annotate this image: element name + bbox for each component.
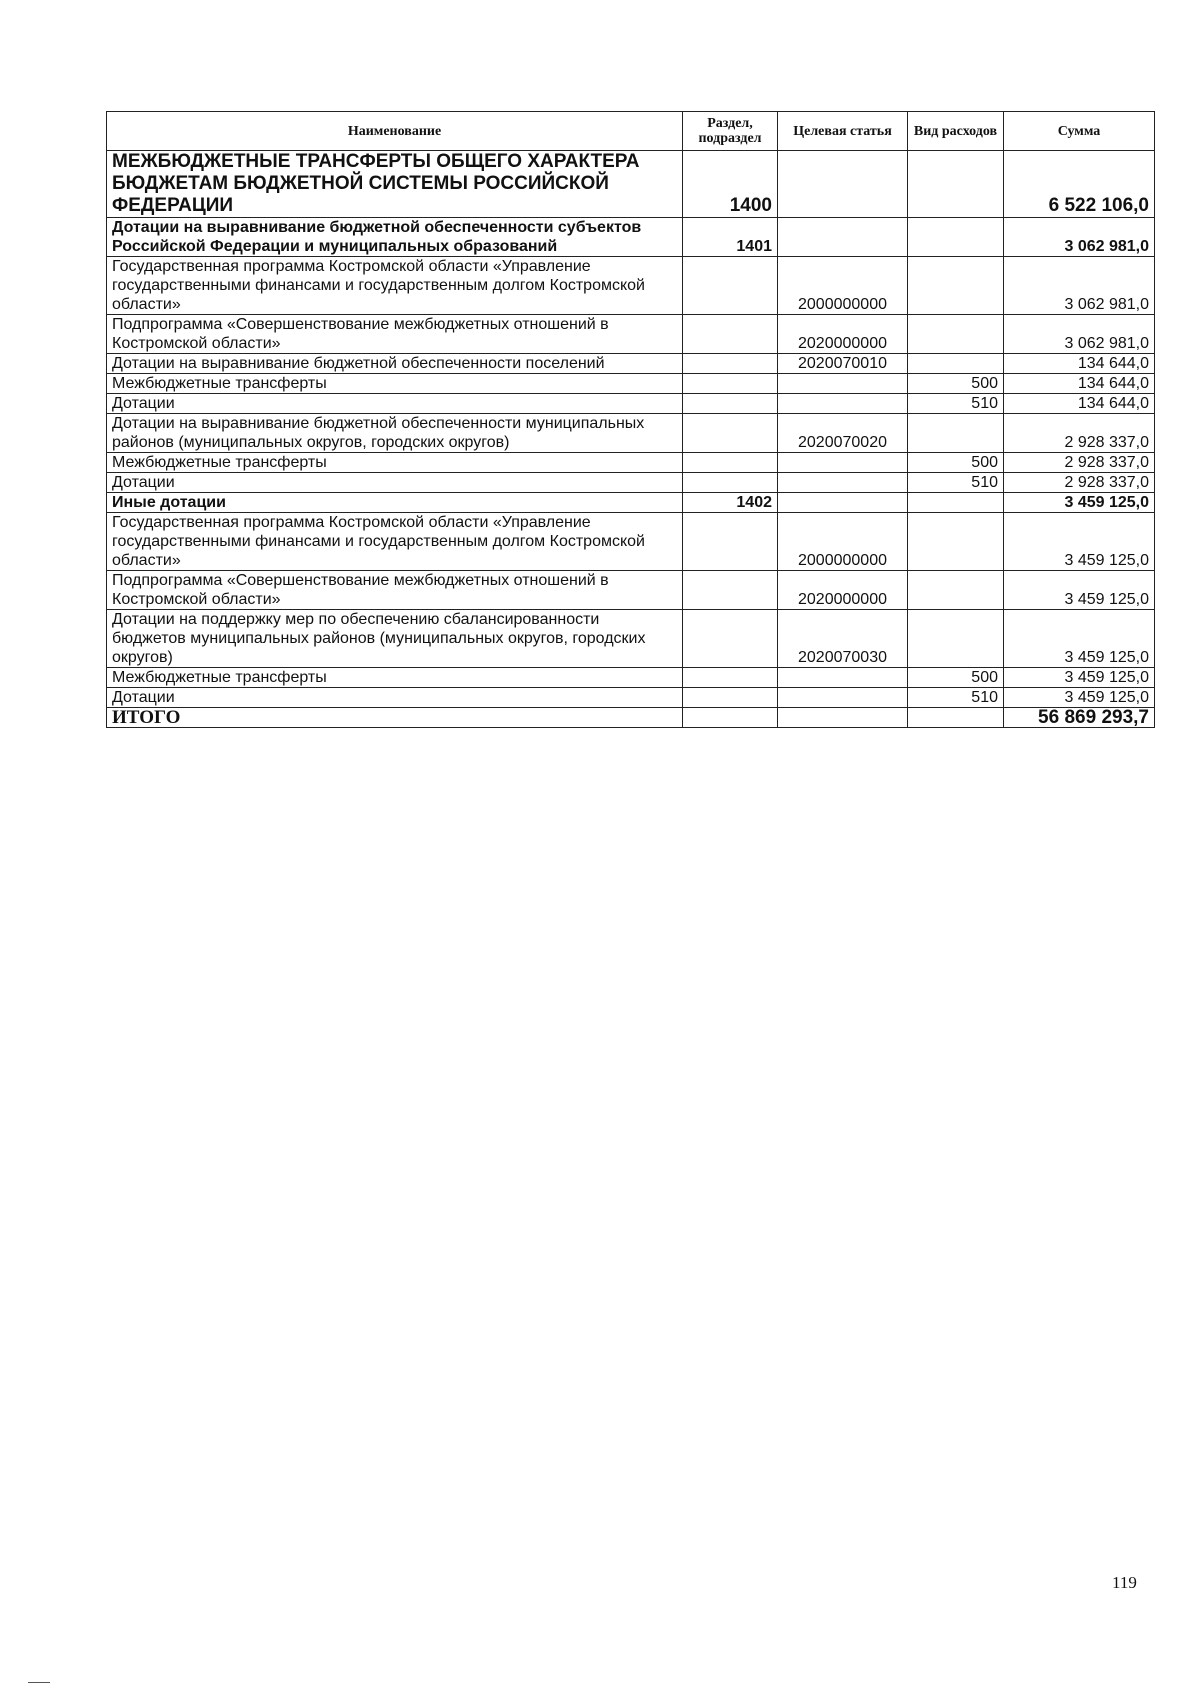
table-row bbox=[107, 218, 1155, 257]
table-row bbox=[107, 571, 1155, 610]
scan-mark-line bbox=[28, 1682, 50, 1683]
row-kind bbox=[908, 493, 1004, 513]
row-section bbox=[683, 374, 778, 394]
row-kind bbox=[908, 151, 1004, 218]
row-sum: 3 062 981,0 bbox=[1004, 315, 1155, 354]
row-sum: 2 928 337,0 bbox=[1004, 453, 1155, 473]
table-header bbox=[107, 112, 1155, 151]
header-target: Целевая статья bbox=[778, 112, 908, 151]
row-section bbox=[683, 394, 778, 414]
row-target: 2020070010 bbox=[778, 354, 908, 374]
row-name: Дотации bbox=[107, 688, 683, 708]
row-section bbox=[683, 354, 778, 374]
table-row bbox=[107, 688, 1155, 708]
row-kind bbox=[908, 571, 1004, 610]
table-row bbox=[107, 610, 1155, 668]
row-kind: 500 bbox=[908, 668, 1004, 688]
budget-table bbox=[106, 111, 1155, 728]
row-name: Дотации bbox=[107, 394, 683, 414]
table-row bbox=[107, 668, 1155, 688]
row-kind bbox=[908, 414, 1004, 453]
row-section: 1402 bbox=[683, 493, 778, 513]
row-section bbox=[683, 414, 778, 453]
table-body bbox=[107, 151, 1155, 708]
row-name: МЕЖБЮДЖЕТНЫЕ ТРАНСФЕРТЫ ОБЩЕГО ХАРАКТЕРА БЮДЖЕТАМ БЮДЖЕТНОЙ СИСТЕМЫ РОССИЙСКОЙ ФЕДЕРАЦИИ bbox=[107, 151, 683, 218]
row-target bbox=[778, 473, 908, 493]
row-name: Дотации bbox=[107, 473, 683, 493]
table-row bbox=[107, 493, 1155, 513]
row-target bbox=[778, 151, 908, 218]
row-kind bbox=[908, 257, 1004, 315]
row-sum: 3 459 125,0 bbox=[1004, 513, 1155, 571]
row-kind bbox=[908, 354, 1004, 374]
row-sum: 6 522 106,0 bbox=[1004, 151, 1155, 218]
row-sum: 134 644,0 bbox=[1004, 354, 1155, 374]
header-section: Раздел, подраздел bbox=[683, 112, 778, 151]
row-sum: 3 459 125,0 bbox=[1004, 610, 1155, 668]
total-target-cell bbox=[778, 708, 908, 728]
row-target: 2020000000 bbox=[778, 571, 908, 610]
row-kind bbox=[908, 218, 1004, 257]
row-name: Межбюджетные трансферты bbox=[107, 453, 683, 473]
row-section bbox=[683, 610, 778, 668]
row-name: Дотации на выравнивание бюджетной обеспеченности муниципальных районов (муниципальных округов, городских округов) bbox=[107, 414, 683, 453]
row-sum: 3 062 981,0 bbox=[1004, 218, 1155, 257]
header-sum: Сумма bbox=[1004, 112, 1155, 151]
table-row bbox=[107, 473, 1155, 493]
row-name: Подпрограмма «Совершенствование межбюджетных отношений в Костромской области» bbox=[107, 571, 683, 610]
row-kind: 510 bbox=[908, 688, 1004, 708]
table-row bbox=[107, 394, 1155, 414]
row-name: Иные дотации bbox=[107, 493, 683, 513]
row-target: 2020000000 bbox=[778, 315, 908, 354]
row-target: 2020070020 bbox=[778, 414, 908, 453]
row-kind: 510 bbox=[908, 473, 1004, 493]
table-row bbox=[107, 257, 1155, 315]
row-section bbox=[683, 688, 778, 708]
row-kind bbox=[908, 610, 1004, 668]
row-sum: 134 644,0 bbox=[1004, 394, 1155, 414]
table-row bbox=[107, 354, 1155, 374]
row-target: 2020070030 bbox=[778, 610, 908, 668]
table-row bbox=[107, 315, 1155, 354]
row-name: Межбюджетные трансферты bbox=[107, 668, 683, 688]
row-name: Дотации на выравнивание бюджетной обеспеченности субъектов Российской Федерации и муниципальных образований bbox=[107, 218, 683, 257]
header-name: Наименование bbox=[107, 112, 683, 151]
row-target: 2000000000 bbox=[778, 513, 908, 571]
total-row bbox=[107, 708, 1155, 728]
row-sum: 2 928 337,0 bbox=[1004, 414, 1155, 453]
row-kind: 500 bbox=[908, 453, 1004, 473]
row-name: Дотации на выравнивание бюджетной обеспеченности поселений bbox=[107, 354, 683, 374]
table-row bbox=[107, 414, 1155, 453]
row-target bbox=[778, 394, 908, 414]
page-number: 119 bbox=[1112, 1573, 1137, 1592]
total-kind-cell bbox=[908, 708, 1004, 728]
row-section bbox=[683, 571, 778, 610]
row-target: 2000000000 bbox=[778, 257, 908, 315]
row-kind bbox=[908, 315, 1004, 354]
row-name: Государственная программа Костромской области «Управление государственными финансами и государственным долгом Костромской области» bbox=[107, 513, 683, 571]
total-section-cell bbox=[683, 708, 778, 728]
row-sum: 3 459 125,0 bbox=[1004, 493, 1155, 513]
row-target bbox=[778, 688, 908, 708]
row-sum: 3 062 981,0 bbox=[1004, 257, 1155, 315]
total-sum: 56 869 293,7 bbox=[1004, 708, 1155, 728]
row-sum: 3 459 125,0 bbox=[1004, 668, 1155, 688]
table-row bbox=[107, 453, 1155, 473]
row-name: Государственная программа Костромской области «Управление государственными финансами и государственным долгом Костромской области» bbox=[107, 257, 683, 315]
row-section bbox=[683, 257, 778, 315]
row-section bbox=[683, 473, 778, 493]
row-section bbox=[683, 453, 778, 473]
row-section bbox=[683, 513, 778, 571]
row-name: Дотации на поддержку мер по обеспечению сбалансированности бюджетов муниципальных районов (муниципальных округов, городских округов) bbox=[107, 610, 683, 668]
row-kind bbox=[908, 513, 1004, 571]
row-sum: 134 644,0 bbox=[1004, 374, 1155, 394]
row-sum: 3 459 125,0 bbox=[1004, 688, 1155, 708]
total-label: ИТОГО bbox=[107, 708, 683, 728]
row-target bbox=[778, 374, 908, 394]
row-sum: 3 459 125,0 bbox=[1004, 571, 1155, 610]
table-row bbox=[107, 374, 1155, 394]
header-kind: Вид расходов bbox=[908, 112, 1004, 151]
table-row bbox=[107, 151, 1155, 218]
row-section bbox=[683, 315, 778, 354]
row-kind: 500 bbox=[908, 374, 1004, 394]
row-target bbox=[778, 453, 908, 473]
row-name: Подпрограмма «Совершенствование межбюджетных отношений в Костромской области» bbox=[107, 315, 683, 354]
row-sum: 2 928 337,0 bbox=[1004, 473, 1155, 493]
row-target bbox=[778, 668, 908, 688]
table-row bbox=[107, 513, 1155, 571]
row-kind: 510 bbox=[908, 394, 1004, 414]
row-target bbox=[778, 493, 908, 513]
row-section bbox=[683, 668, 778, 688]
row-target bbox=[778, 218, 908, 257]
row-section: 1400 bbox=[683, 151, 778, 218]
row-section: 1401 bbox=[683, 218, 778, 257]
row-name: Межбюджетные трансферты bbox=[107, 374, 683, 394]
